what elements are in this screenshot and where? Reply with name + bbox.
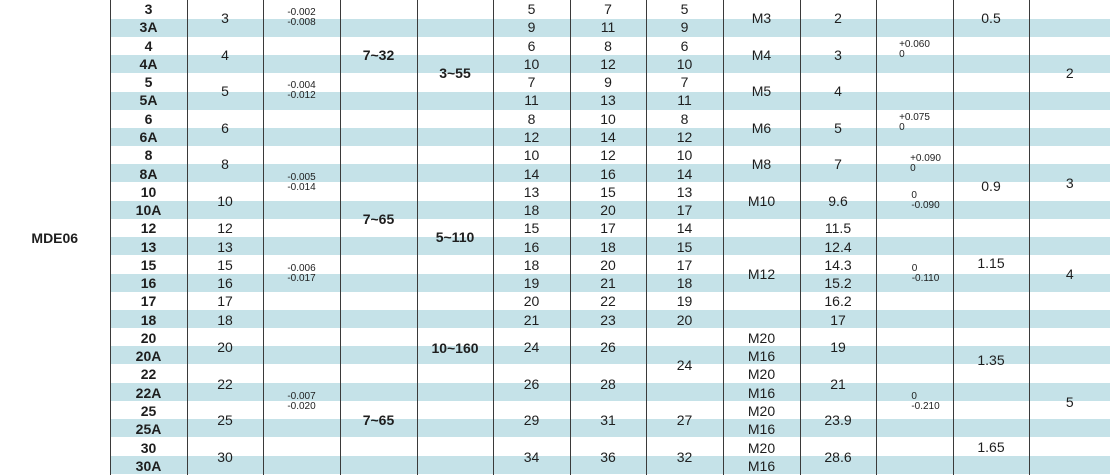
length-cell: 21 bbox=[800, 365, 876, 402]
tolerance-cell bbox=[263, 438, 340, 475]
d1-cell: 16 bbox=[187, 274, 263, 292]
fit-tolerance-cell: 0 -0.110 bbox=[876, 219, 953, 329]
pitch-cell: 0.5 bbox=[953, 0, 1029, 37]
dim-b-cell: 20 bbox=[570, 201, 646, 219]
dim-c-cell: 10 bbox=[646, 55, 723, 73]
length-cell: 3 bbox=[800, 37, 876, 74]
d1-cell: 18 bbox=[187, 311, 263, 329]
dim-b-cell: 22 bbox=[570, 292, 646, 310]
thread-cell: M16 bbox=[723, 420, 800, 438]
dim-a-cell: 12 bbox=[493, 128, 570, 146]
dim-b-cell: 12 bbox=[570, 55, 646, 73]
thread-cell: M16 bbox=[723, 347, 800, 365]
dim-c-cell: 19 bbox=[646, 292, 723, 310]
table-row bbox=[0, 438, 1110, 456]
table-row bbox=[0, 219, 1110, 237]
dim-b-cell: 16 bbox=[570, 164, 646, 182]
code-cell: 5A bbox=[110, 91, 187, 109]
range-b-cell: 10~160 bbox=[417, 329, 493, 475]
range-a-cell: 7~32 bbox=[340, 0, 417, 110]
length-cell: 4 bbox=[800, 73, 876, 110]
dim-b-cell: 10 bbox=[570, 110, 646, 128]
table-row bbox=[0, 73, 1110, 91]
length-cell: 15.2 bbox=[800, 274, 876, 292]
dim-c-cell: 20 bbox=[646, 311, 723, 329]
dim-b-cell: 13 bbox=[570, 91, 646, 109]
wrench-cell: 2 bbox=[1029, 0, 1110, 146]
tolerance-cell: -0.005 -0.014 bbox=[263, 146, 340, 219]
length-cell: 2 bbox=[800, 0, 876, 37]
pitch-cell bbox=[953, 402, 1029, 439]
dim-c-cell: 6 bbox=[646, 37, 723, 55]
length-cell: 19 bbox=[800, 329, 876, 366]
tolerance-cell: -0.006 -0.017 bbox=[263, 219, 340, 329]
dim-c-cell: 32 bbox=[646, 438, 723, 475]
length-cell: 5 bbox=[800, 110, 876, 147]
thread-cell: M8 bbox=[723, 146, 800, 183]
thread-cell: M16 bbox=[723, 457, 800, 475]
dim-a-cell: 18 bbox=[493, 256, 570, 274]
d1-cell: 3 bbox=[187, 0, 263, 37]
pitch-cell: 1.35 bbox=[953, 329, 1029, 402]
table-row bbox=[0, 183, 1110, 201]
dim-a-cell: 16 bbox=[493, 237, 570, 255]
wrench-cell: 5 bbox=[1029, 329, 1110, 475]
dim-a-cell: 18 bbox=[493, 201, 570, 219]
dim-c-cell: 17 bbox=[646, 256, 723, 274]
d1-cell: 25 bbox=[187, 402, 263, 439]
dim-b-cell: 23 bbox=[570, 311, 646, 329]
thread-cell: M20 bbox=[723, 402, 800, 420]
length-cell: 14.3 bbox=[800, 256, 876, 274]
code-cell: 6 bbox=[110, 110, 187, 128]
d1-cell: 5 bbox=[187, 73, 263, 110]
thread-cell: M16 bbox=[723, 384, 800, 402]
pitch-cell bbox=[953, 292, 1029, 329]
dim-a-cell: 5 bbox=[493, 0, 570, 18]
wrench-cell: 4 bbox=[1029, 219, 1110, 329]
fit-tolerance-cell: 0 -0.210 bbox=[876, 365, 953, 438]
dim-a-cell: 26 bbox=[493, 365, 570, 402]
code-cell: 22A bbox=[110, 384, 187, 402]
dim-b-cell: 8 bbox=[570, 37, 646, 55]
d1-cell: 8 bbox=[187, 146, 263, 183]
d1-cell: 20 bbox=[187, 329, 263, 366]
d1-cell: 15 bbox=[187, 256, 263, 274]
thread-cell: M5 bbox=[723, 73, 800, 110]
pitch-cell bbox=[953, 37, 1029, 147]
code-cell: 8 bbox=[110, 146, 187, 164]
tolerance-cell: -0.002 -0.008 bbox=[263, 0, 340, 37]
d1-cell: 30 bbox=[187, 438, 263, 475]
code-cell: 20A bbox=[110, 347, 187, 365]
dim-c-cell: 13 bbox=[646, 183, 723, 201]
length-cell: 23.9 bbox=[800, 402, 876, 439]
thread-cell: M3 bbox=[723, 0, 800, 37]
fit-tolerance-cell bbox=[876, 329, 953, 366]
code-cell: 6A bbox=[110, 128, 187, 146]
tolerance-cell: -0.007 -0.020 bbox=[263, 365, 340, 438]
dim-b-cell: 9 bbox=[570, 73, 646, 91]
thread-cell: M20 bbox=[723, 438, 800, 456]
d1-cell: 13 bbox=[187, 237, 263, 255]
dim-a-cell: 15 bbox=[493, 219, 570, 237]
dim-c-cell: 12 bbox=[646, 128, 723, 146]
pitch-cell: 0.9 bbox=[953, 146, 1029, 219]
fit-tolerance-cell: +0.060 0 bbox=[876, 0, 953, 73]
dim-b-cell: 36 bbox=[570, 438, 646, 475]
dim-c-cell: 5 bbox=[646, 0, 723, 18]
dim-a-cell: 21 bbox=[493, 311, 570, 329]
dim-a-cell: 11 bbox=[493, 91, 570, 109]
code-cell: 30 bbox=[110, 438, 187, 456]
pitch-cell: 1.65 bbox=[953, 438, 1029, 475]
code-cell: 3A bbox=[110, 18, 187, 36]
dim-a-cell: 13 bbox=[493, 183, 570, 201]
dim-c-cell: 15 bbox=[646, 237, 723, 255]
fit-tolerance-cell bbox=[876, 438, 953, 475]
pitch-cell: 1.15 bbox=[953, 219, 1029, 292]
code-cell: 13 bbox=[110, 237, 187, 255]
dim-c-cell: 11 bbox=[646, 91, 723, 109]
dim-b-cell: 18 bbox=[570, 237, 646, 255]
code-cell: 5 bbox=[110, 73, 187, 91]
thread-cell: M6 bbox=[723, 110, 800, 147]
tolerance-cell bbox=[263, 110, 340, 147]
dim-c-cell: 14 bbox=[646, 164, 723, 182]
dim-a-cell: 29 bbox=[493, 402, 570, 439]
dim-c-cell: 17 bbox=[646, 201, 723, 219]
dim-a-cell: 9 bbox=[493, 18, 570, 36]
wrench-cell: 3 bbox=[1029, 146, 1110, 219]
code-cell: 16 bbox=[110, 274, 187, 292]
range-b-cell: 5~110 bbox=[417, 146, 493, 329]
dim-a-cell: 8 bbox=[493, 110, 570, 128]
thread-cell: M10 bbox=[723, 183, 800, 220]
dim-b-cell: 26 bbox=[570, 329, 646, 366]
code-cell: 18 bbox=[110, 311, 187, 329]
thread-cell: M4 bbox=[723, 37, 800, 74]
fit-tolerance-cell: +0.090 0 bbox=[876, 146, 953, 183]
model-name: MDE06 bbox=[31, 229, 79, 246]
d1-cell: 4 bbox=[187, 37, 263, 74]
range-b-cell: 3~55 bbox=[417, 0, 493, 146]
code-cell: 25A bbox=[110, 420, 187, 438]
thread-cell: M20 bbox=[723, 329, 800, 347]
length-cell: 12.4 bbox=[800, 237, 876, 255]
dim-a-cell: 6 bbox=[493, 37, 570, 55]
fit-tolerance-cell: 0 -0.090 bbox=[876, 183, 953, 220]
d1-cell: 6 bbox=[187, 110, 263, 147]
dim-a-cell: 19 bbox=[493, 274, 570, 292]
length-cell: 11.5 bbox=[800, 219, 876, 237]
code-cell: 30A bbox=[110, 457, 187, 475]
table-row bbox=[0, 0, 1110, 18]
dim-c-cell: 7 bbox=[646, 73, 723, 91]
dim-b-cell: 28 bbox=[570, 365, 646, 402]
code-cell: 8A bbox=[110, 164, 187, 182]
code-cell: 17 bbox=[110, 292, 187, 310]
dim-a-cell: 34 bbox=[493, 438, 570, 475]
dim-a-cell: 7 bbox=[493, 73, 570, 91]
dim-c-cell: 24 bbox=[646, 329, 723, 402]
code-cell: 10A bbox=[110, 201, 187, 219]
dim-a-cell: 24 bbox=[493, 329, 570, 366]
table-row bbox=[0, 146, 1110, 164]
code-cell: 3 bbox=[110, 0, 187, 18]
tolerance-cell: -0.004 -0.012 bbox=[263, 73, 340, 110]
dim-c-cell: 9 bbox=[646, 18, 723, 36]
dim-c-cell: 8 bbox=[646, 110, 723, 128]
dim-b-cell: 31 bbox=[570, 402, 646, 439]
d1-cell: 22 bbox=[187, 365, 263, 402]
length-cell: 28.6 bbox=[800, 438, 876, 475]
dim-a-cell: 10 bbox=[493, 55, 570, 73]
dim-c-cell: 10 bbox=[646, 146, 723, 164]
range-a-cell: 7~65 bbox=[340, 365, 417, 475]
dim-b-cell: 21 bbox=[570, 274, 646, 292]
range-a-cell bbox=[340, 329, 417, 366]
dim-c-cell: 27 bbox=[646, 402, 723, 439]
dim-b-cell: 14 bbox=[570, 128, 646, 146]
d1-cell: 17 bbox=[187, 292, 263, 310]
thread-cell: M20 bbox=[723, 365, 800, 383]
length-cell: 7 bbox=[800, 146, 876, 183]
dim-c-cell: 14 bbox=[646, 219, 723, 237]
dim-a-cell: 20 bbox=[493, 292, 570, 310]
code-cell: 4 bbox=[110, 37, 187, 55]
table-row bbox=[0, 365, 1110, 383]
code-cell: 15 bbox=[110, 256, 187, 274]
tolerance-cell bbox=[263, 329, 340, 366]
length-cell: 16.2 bbox=[800, 292, 876, 310]
tolerance-cell bbox=[263, 37, 340, 74]
table-row bbox=[0, 329, 1110, 347]
code-cell: 22 bbox=[110, 365, 187, 383]
code-cell: 20 bbox=[110, 329, 187, 347]
dim-b-cell: 11 bbox=[570, 18, 646, 36]
dim-a-cell: 10 bbox=[493, 146, 570, 164]
range-a-cell: 7~65 bbox=[340, 110, 417, 329]
code-cell: 10 bbox=[110, 183, 187, 201]
dim-b-cell: 20 bbox=[570, 256, 646, 274]
fit-tolerance-cell: +0.075 0 bbox=[876, 73, 953, 146]
thread-cell: M12 bbox=[723, 219, 800, 329]
dim-b-cell: 15 bbox=[570, 183, 646, 201]
length-cell: 9.6 bbox=[800, 183, 876, 220]
dim-a-cell: 14 bbox=[493, 164, 570, 182]
d1-cell: 10 bbox=[187, 183, 263, 220]
dim-b-cell: 17 bbox=[570, 219, 646, 237]
code-cell: 25 bbox=[110, 402, 187, 420]
code-cell: 4A bbox=[110, 55, 187, 73]
dim-c-cell: 18 bbox=[646, 274, 723, 292]
code-cell: 12 bbox=[110, 219, 187, 237]
dim-b-cell: 7 bbox=[570, 0, 646, 18]
d1-cell: 12 bbox=[187, 219, 263, 237]
length-cell: 17 bbox=[800, 311, 876, 329]
dim-b-cell: 12 bbox=[570, 146, 646, 164]
